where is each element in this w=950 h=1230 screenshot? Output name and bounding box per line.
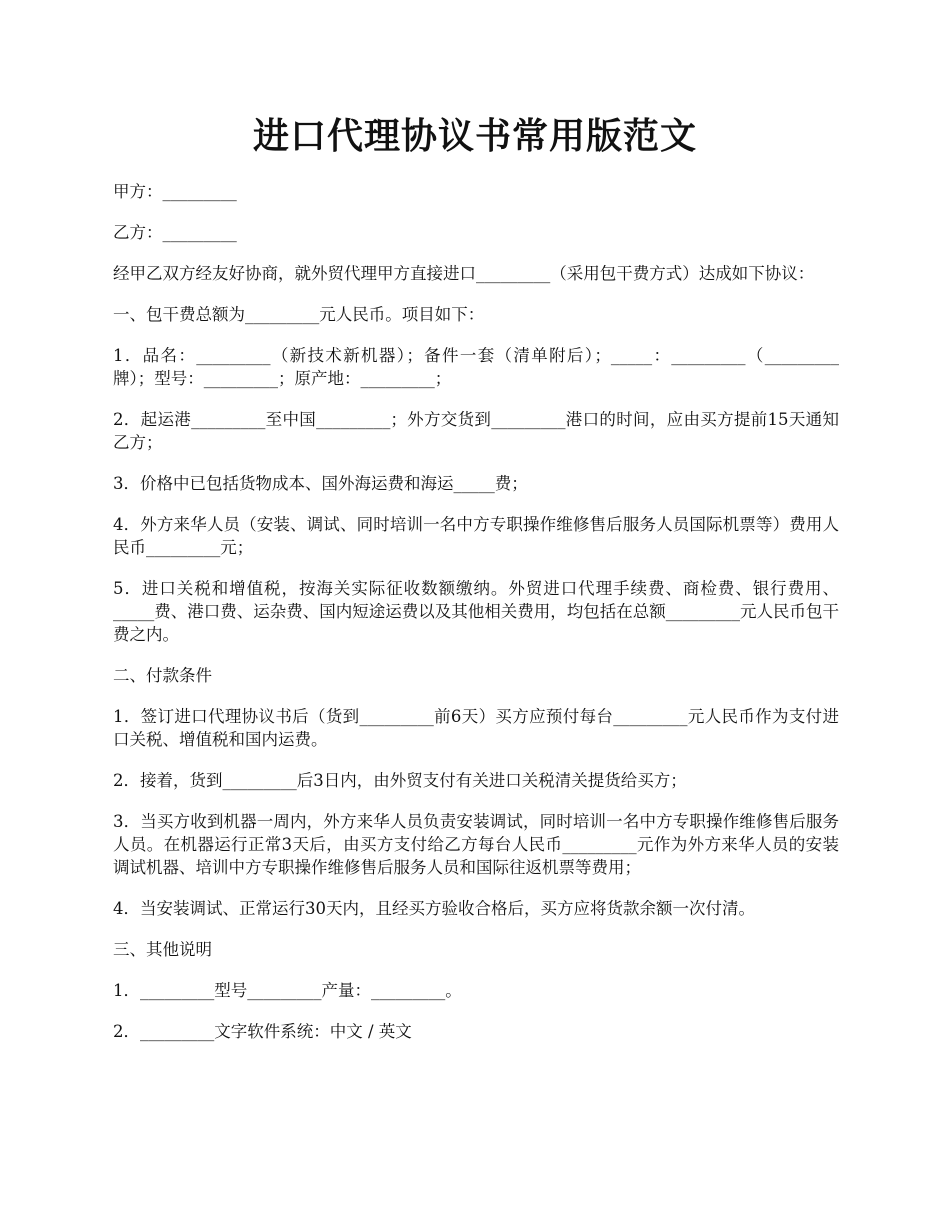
section-1-heading: 一、包干费总额为_________元人民币。项目如下： [113, 305, 485, 324]
party-b-line: 乙方：_________ [113, 223, 237, 242]
intro-paragraph: 经甲乙双方经友好协商，就外贸代理甲方直接进口_________（采用包干费方式）达成如下协议： [113, 264, 815, 283]
section-1-item-5: 5．进口关税和增值税，按海关实际征收数额缴纳。外贸进口代理手续费、商检费、银行费用、_____费、港口费、运杂费、国内短途运费以及其他相关费用，均包括在总额_________元人民币包干费之内。 [113, 579, 839, 644]
party-a-line: 甲方：_________ [113, 182, 237, 201]
section-2-item-3: 3．当买方收到机器一周内，外方来华人员负责安装调试，同时培训一名中方专职操作维修售后服务人员。在机器运行正常3天后，由买方支付给乙方每台人民币_________元作为外方来华人员的安装调试机器、培训中方专职操作维修售后服务人员和国际往返机票等费用； [113, 812, 839, 877]
section-1-item-1: 1．品名：_________（新技术新机器）；备件一套（清单附后）；_____：_________（_________牌）；型号：_________；原产地：_________； [113, 346, 839, 388]
document-body [113, 180, 839, 1043]
section-3-item-2: 2．_________文字软件系统：中文 / 英文 [113, 1022, 412, 1041]
section-2-item-4: 4．当安装调试、正常运行30天内，且经买方验收合格后，买方应将货款余额一次付清。 [113, 899, 755, 918]
section-1-item-2: 2．起运港_________至中国_________；外方交货到_________港口的时间，应由买方提前15天通知乙方； [113, 410, 839, 452]
section-2-item-1: 1．签订进口代理协议书后（货到_________前6天）买方应预付每台_________元人民币作为支付进口关税、增值税和国内运费。 [113, 707, 839, 749]
section-1-item-3: 3．价格中已包括货物成本、国外海运费和海运_____费； [113, 474, 528, 493]
section-1-item-4: 4．外方来华人员（安装、调试、同时培训一名中方专职操作维修售后服务人员国际机票等）费用人民币_________元； [113, 515, 839, 557]
section-2-heading: 二、付款条件 [113, 666, 212, 685]
section-2-item-2: 2．接着，货到_________后3日内，由外贸支付有关进口关税清关提货给买方； [113, 771, 687, 790]
document-title: 进口代理协议书常用版范文 [252, 115, 697, 157]
section-3-heading: 三、其他说明 [113, 940, 212, 959]
section-3-item-1: 1．_________型号_________产量：_________。 [113, 981, 462, 1000]
